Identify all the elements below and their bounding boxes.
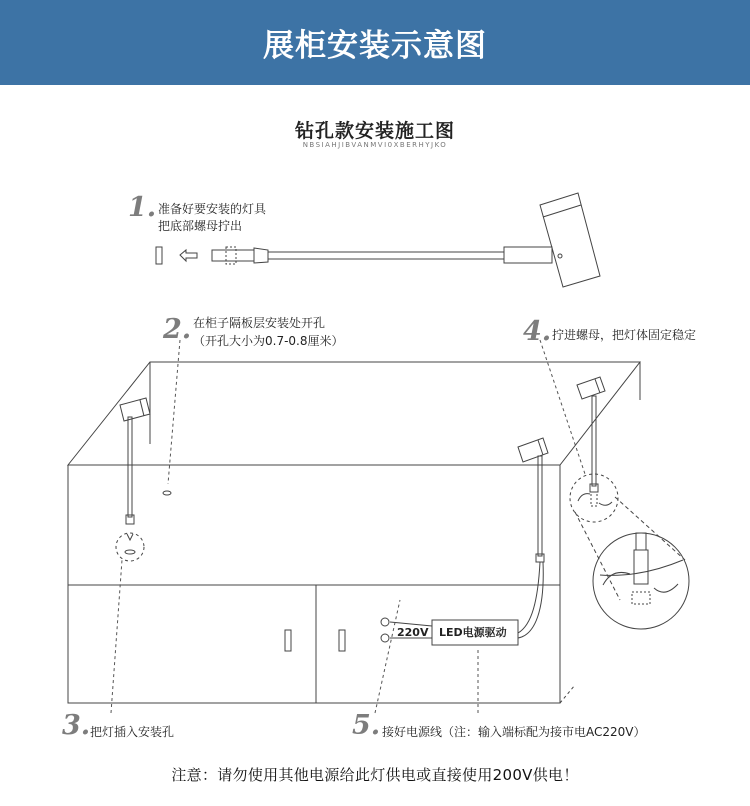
driver-label: LED电源驱动 bbox=[439, 626, 507, 639]
drilled-hole bbox=[163, 491, 171, 495]
step2-line2: （开孔大小为0.7-0.8厘米） bbox=[193, 334, 344, 348]
section-title: 钻孔款安装施工图 bbox=[294, 120, 455, 142]
left-arrow-icon bbox=[180, 250, 197, 261]
step3-number: 3. bbox=[62, 710, 91, 741]
voltage-label: 220V bbox=[397, 626, 429, 639]
middle-lamp bbox=[518, 438, 548, 562]
step3-line1: 把灯插入安装孔 bbox=[90, 725, 175, 739]
step4-line1: 拧进螺母，把灯体固定稳定 bbox=[552, 328, 697, 342]
page-title: 展柜安装示意图 bbox=[263, 28, 487, 64]
step1-line1: 准备好要安装的灯具 bbox=[158, 202, 267, 216]
display-cabinet bbox=[68, 362, 640, 703]
section-caption: NBSIAHJIBVANMVI0XBERHYJKO bbox=[302, 141, 448, 149]
step1-line2: 把底部螺母拧出 bbox=[158, 219, 243, 233]
step2-line1: 在柜子隔板层安装处开孔 bbox=[193, 316, 326, 330]
magnified-detail bbox=[575, 497, 689, 629]
warning-note: 注意：请勿使用其他电源给此灯供电或直接使用200V供电！ bbox=[171, 766, 579, 784]
step5-line1: 接好电源线（注：输入端标配为接市电AC220V） bbox=[382, 725, 646, 739]
step1-number: 1. bbox=[128, 192, 157, 223]
removed-nut bbox=[156, 247, 162, 264]
step2-number: 2. bbox=[163, 314, 192, 345]
step4-number: 4. bbox=[523, 316, 552, 347]
left-lamp bbox=[116, 398, 150, 561]
step5-number: 5. bbox=[352, 710, 381, 741]
